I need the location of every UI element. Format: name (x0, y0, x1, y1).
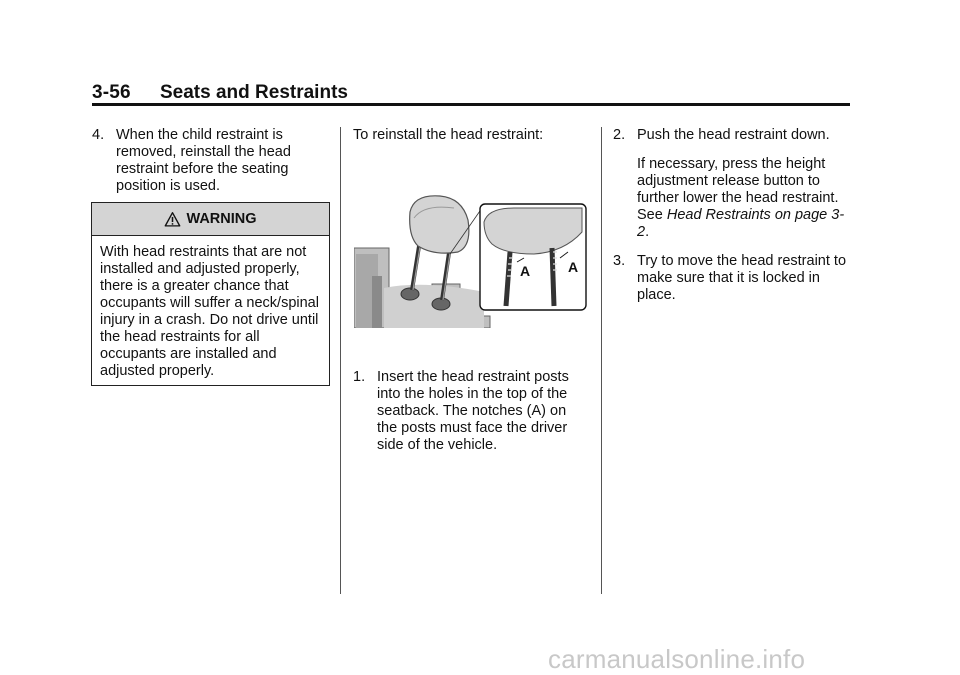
step-1-text: Insert the head restraint posts into the holes in the top of the seatback. The notches (A) on the posts must face the driver side of the vehicle. (377, 369, 569, 453)
step-3-text: Try to move the head restraint to make sure that it is locked in place. (637, 253, 847, 303)
step-2 (613, 127, 849, 144)
warning-body: With head restraints that are not installed and adjusted properly, there is a greater chance that occupants will suffer a neck/spinal injury in a crash. Do not drive until the head restraints for all occupants are installed and adjusted properly. (100, 244, 319, 379)
column-1 (92, 127, 322, 195)
column-2 (353, 127, 583, 144)
column-divider-2 (601, 127, 602, 594)
page-header (92, 78, 850, 106)
step-4 (92, 127, 322, 195)
reinstall-intro: To reinstall the head restraint: (353, 127, 544, 143)
step-2-end: . (645, 224, 650, 240)
step-3 (613, 253, 849, 304)
step-3-number: 3. (613, 253, 626, 269)
figure-label-a-2: A (568, 259, 579, 275)
column-3 (613, 127, 849, 304)
watermark: carmanualsonline.info (548, 644, 806, 674)
step-2-number: 2. (613, 127, 626, 143)
step-4-number: 4. (92, 127, 105, 143)
figure-label-a-1: A (520, 263, 531, 279)
page-number: 3-56 (92, 82, 131, 103)
warning-title: WARNING (186, 211, 257, 227)
warning-triangle-icon (164, 211, 181, 228)
head-restraint-illustration (354, 192, 589, 328)
step-2-subtext (613, 156, 849, 241)
step-1 (353, 369, 585, 454)
step-2-text: Push the head restraint down. (637, 127, 830, 143)
step-2-sub-text: If necessary, press the height adjustment release button to further lower the head restraint. See (637, 156, 839, 223)
step-4-text: When the child restraint is removed, reinstall the head restraint before the seating position is used. (116, 127, 291, 194)
header-rule (92, 103, 850, 106)
step-1-number: 1. (353, 369, 366, 385)
column-divider-1 (340, 127, 341, 594)
section-title: Seats and Restraints (160, 82, 348, 103)
column-2-steps (353, 369, 585, 454)
head-restraints-reference-link[interactable]: Head Restraints on page 3-2 (637, 207, 845, 240)
warning-header (92, 203, 329, 236)
warning-box (91, 202, 330, 386)
